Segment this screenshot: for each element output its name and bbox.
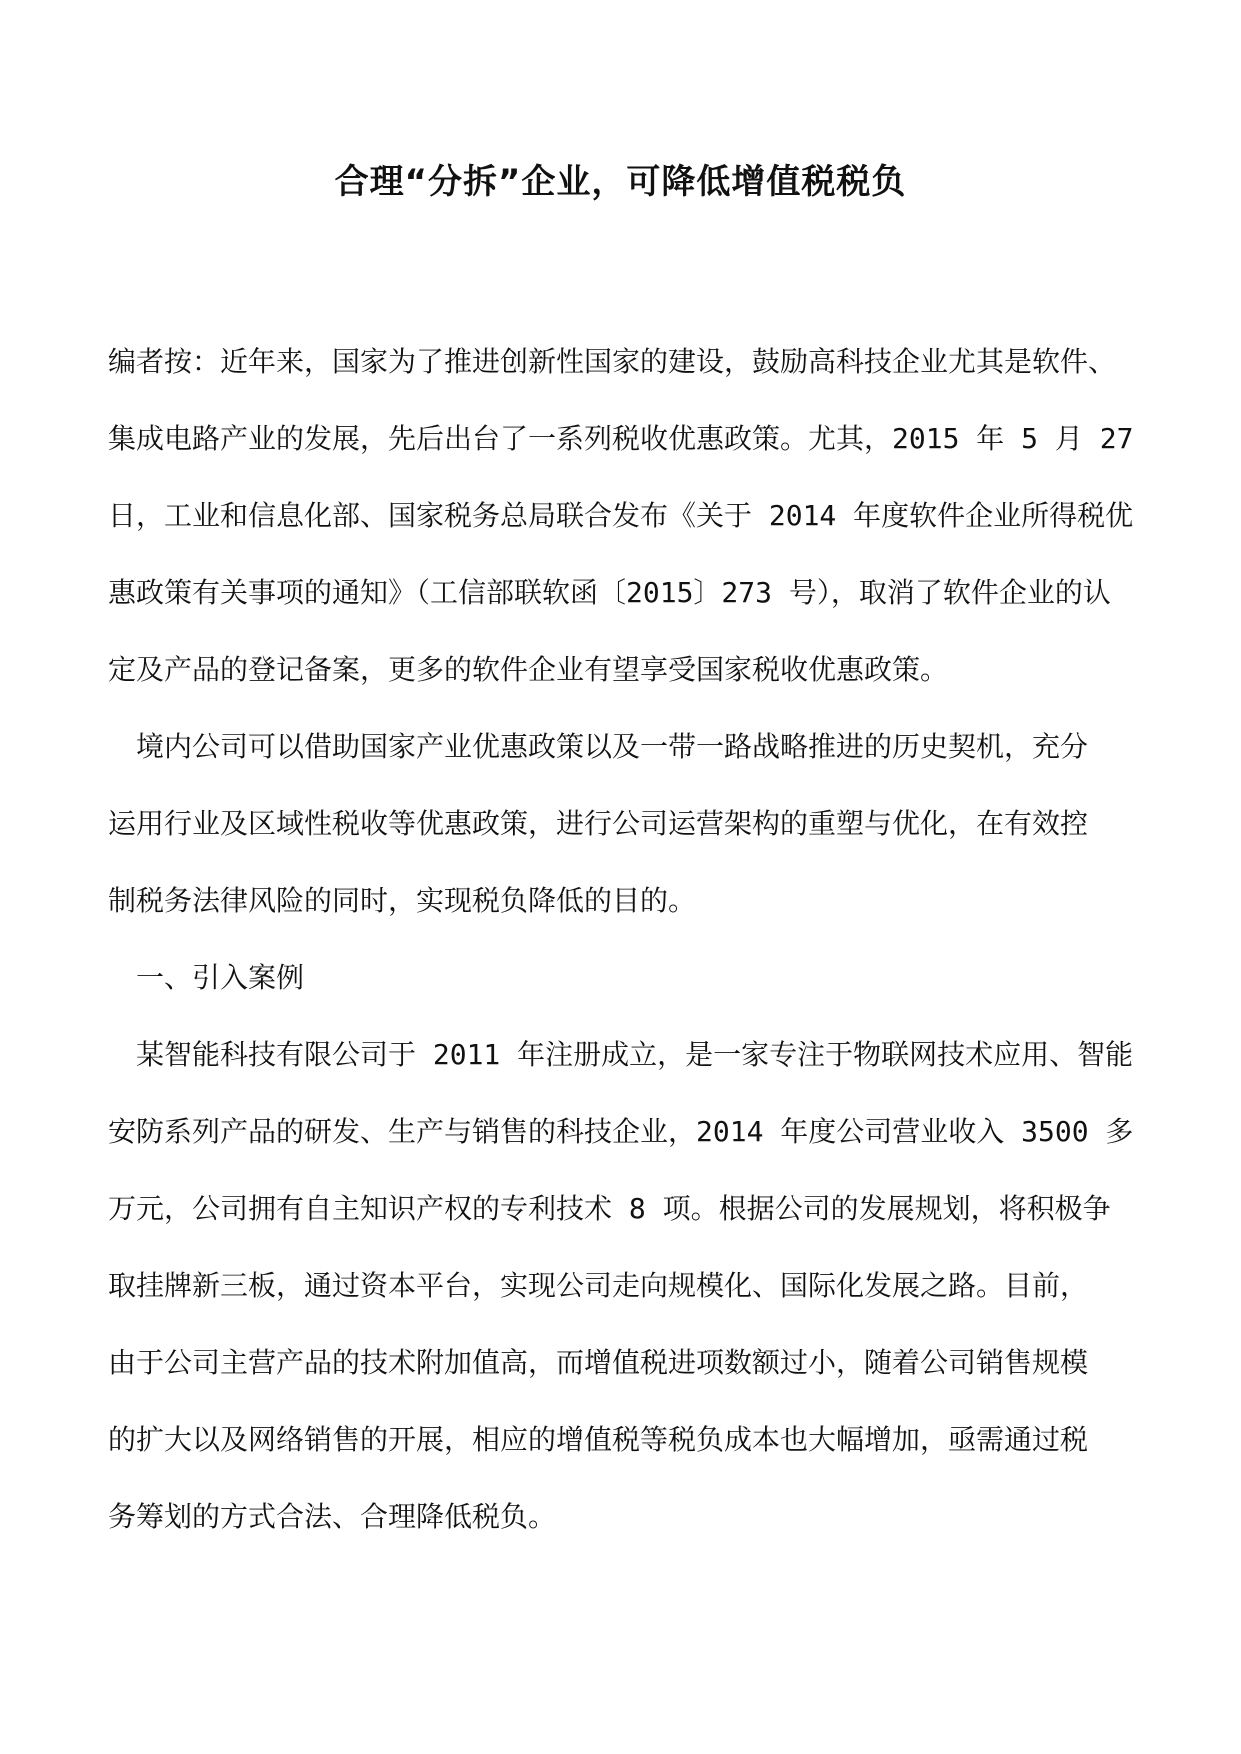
section-heading	[108, 958, 1138, 998]
intro-paragraph	[108, 727, 1138, 921]
document-title: 合理“分拆”企业，可降低增值税税负	[334, 162, 907, 202]
text-line: 某智能科技有限公司于 2011 年注册成立，是一家专注于物联网技术应用、智能	[108, 1038, 1134, 1071]
document-body	[108, 342, 1138, 1574]
text-line: 安防系列产品的研发、生产与销售的科技企业，2014 年度公司营业收入 3500 多	[108, 1115, 1134, 1148]
text-line: 定及产品的登记备案，更多的软件企业有望享受国家税收优惠政策。	[108, 653, 949, 686]
text-line: 集成电路产业的发展，先后出台了一系列税收优惠政策。尤其，2015 年 5 月 27	[108, 422, 1134, 455]
text-line: 日，工业和信息化部、国家税务总局联合发布《关于 2014 年度软件企业所得税优	[108, 499, 1134, 532]
text-line: 运用行业及区域性税收等优惠政策，进行公司运营架构的重塑与优化，在有效控	[108, 807, 1089, 840]
text-line: 务筹划的方式合法、合理降低税负。	[108, 1500, 557, 1533]
text-line: 由于公司主营产品的技术附加值高，而增值税进项数额过小，随着公司销售规模	[108, 1346, 1089, 1379]
text-line: 一、引入案例	[108, 961, 305, 994]
text-line: 编者按：近年来，国家为了推进创新性国家的建设，鼓励高科技企业尤其是软件、	[108, 345, 1117, 378]
text-line: 惠政策有关事项的通知》（工信部联软函〔2015〕273 号），取消了软件企业的认	[108, 576, 1111, 609]
text-line: 万元，公司拥有自主知识产权的专利技术 8 项。根据公司的发展规划，将积极争	[108, 1192, 1111, 1225]
text-line: 制税务法律风险的同时，实现税负降低的目的。	[108, 884, 697, 917]
case-paragraph	[108, 1035, 1138, 1537]
text-line: 取挂牌新三板，通过资本平台，实现公司走向规模化、国际化发展之路。目前，	[108, 1269, 1089, 1302]
text-line: 境内公司可以借助国家产业优惠政策以及一带一路战略推进的历史契机，充分	[108, 730, 1089, 763]
editor-note-paragraph	[108, 342, 1138, 690]
text-line: 的扩大以及网络销售的开展，相应的增值税等税负成本也大幅增加，亟需通过税	[108, 1423, 1089, 1456]
